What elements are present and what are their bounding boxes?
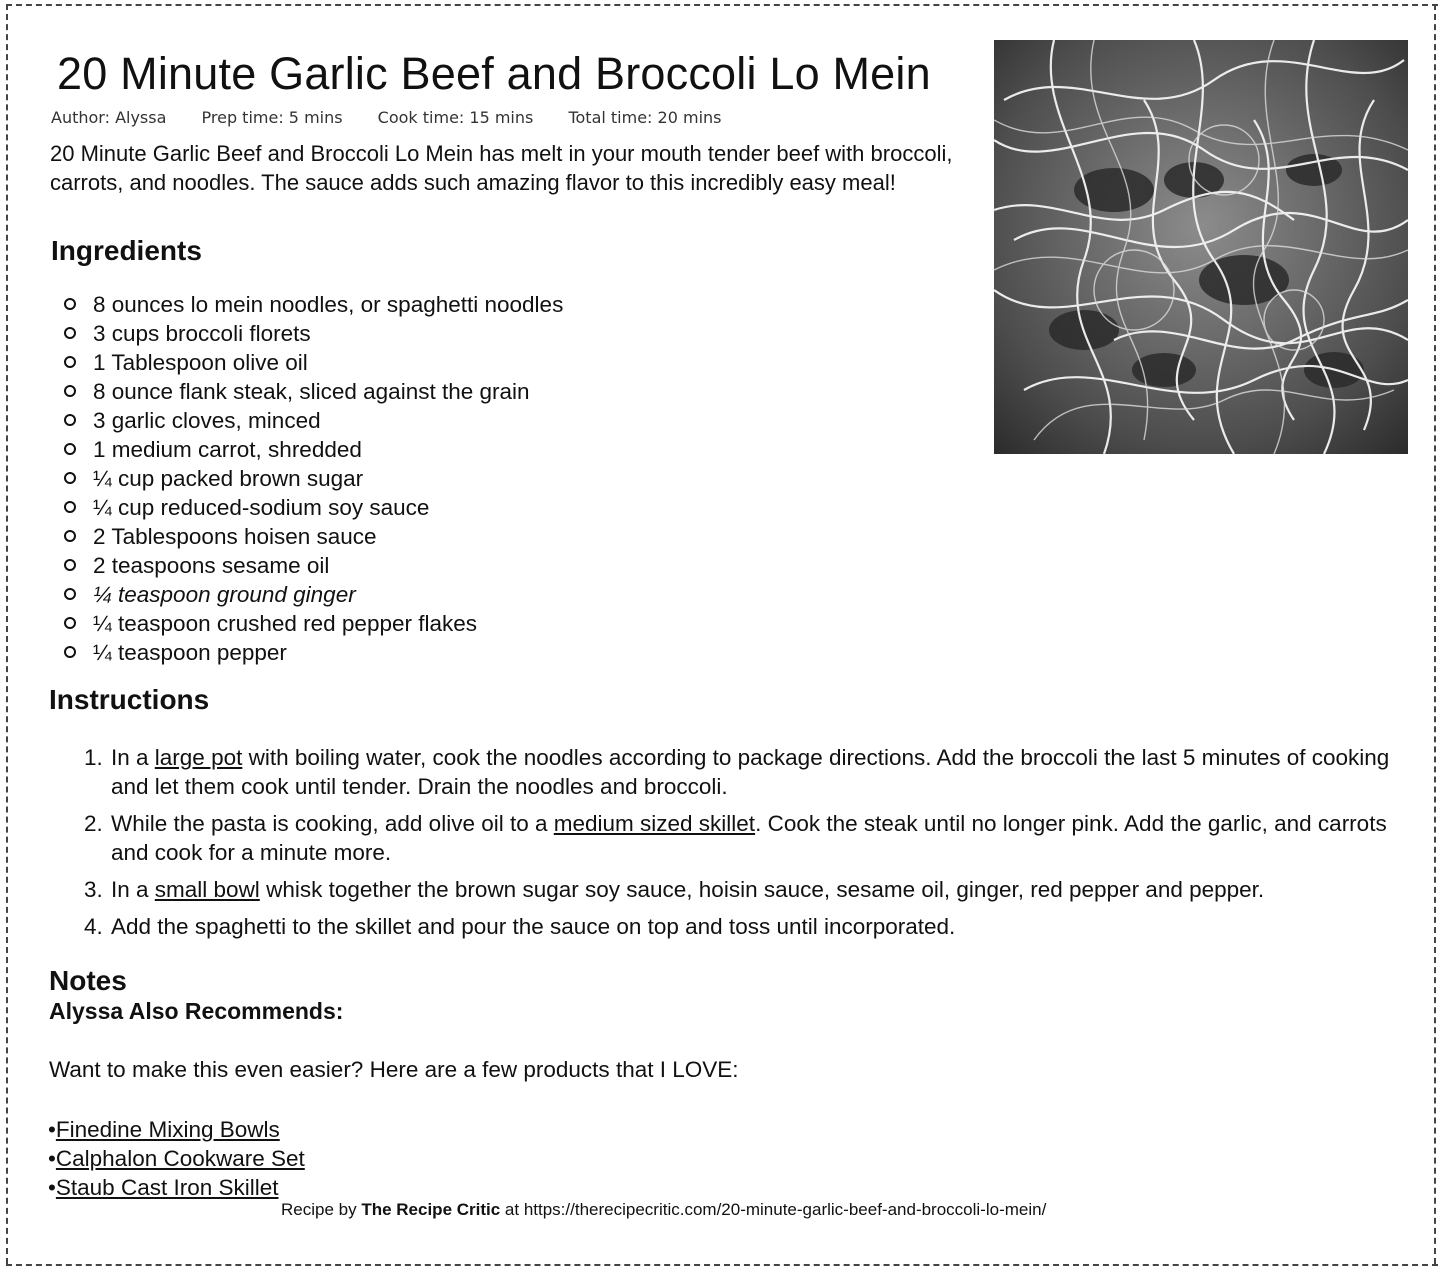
cutout-border-top: [6, 4, 1438, 6]
notes-intro: Want to make this even easier? Here are a few products that I LOVE:: [49, 1057, 739, 1082]
ingredient-item: 8 ounce flank steak, sliced against the grain: [64, 377, 563, 406]
ingredients-heading: Ingredients: [51, 235, 202, 266]
recipe-meta: [51, 108, 751, 127]
instruction-step: 4. Add the spaghetti to the skillet and pour the sauce on top and toss until incorporated.: [84, 914, 956, 939]
bullet-circle-icon: [64, 385, 76, 397]
recipe-source-name: The Recipe Critic: [361, 1200, 501, 1219]
recipe-summary: 20 Minute Garlic Beef and Broccoli Lo Mein has melt in your mouth tender beef with broccoli, carrots, and noodles. The sauce adds such amazing flavor to this incredibly easy meal!: [50, 141, 953, 195]
recommendation-item: [48, 1144, 305, 1173]
ingredient-item: 2 teaspoons sesame oil: [64, 551, 563, 580]
ingredient-item: ¼ teaspoon crushed red pepper flakes: [64, 609, 563, 638]
medium-sized-skillet-link[interactable]: medium sized skillet: [553, 811, 756, 836]
notes-heading: Notes: [49, 965, 127, 996]
bullet-circle-icon: [64, 327, 76, 339]
ingredient-item: 8 ounces lo mein noodles, or spaghetti noodles: [64, 290, 563, 319]
recommendation-item: [48, 1173, 305, 1202]
ingredient-item: 3 cups broccoli florets: [64, 319, 563, 348]
recipe-photo: [994, 40, 1408, 454]
ingredient-item: ¼ teaspoon pepper: [64, 638, 563, 667]
instruction-step: 2. While the pasta is cooking, add olive oil to a medium sized skillet. Cook the steak until no longer pink. Add the garlic, and carrots and cook for a minute more.: [84, 811, 1387, 865]
large-pot-link[interactable]: large pot: [154, 745, 243, 770]
bullet-circle-icon: [64, 443, 76, 455]
step-number: 3.: [84, 877, 103, 902]
bullet-circle-icon: [64, 298, 76, 310]
recommendations-list: [48, 1115, 305, 1202]
bullet-circle-icon: [64, 559, 76, 571]
bullet-circle-icon: [64, 617, 76, 629]
recipe-prep-time: Prep time: 5 mins: [201, 108, 343, 127]
notes-subheading: Alyssa Also Recommends:: [49, 998, 344, 1024]
ingredient-item: 1 Tablespoon olive oil: [64, 348, 563, 377]
recipe-credit-footer: Recipe by The Recipe Critic at https://therecipecritic.com/20-minute-garlic-beef-and-broccoli-lo-mein/: [281, 1200, 1047, 1219]
cutout-border-right: [1434, 4, 1436, 1264]
ingredient-item: ¼ cup reduced-sodium soy sauce: [64, 493, 563, 522]
calphalon-cookware-set-link[interactable]: Calphalon Cookware Set: [55, 1146, 305, 1171]
bullet-dot-icon: •: [48, 1175, 56, 1200]
ingredient-item: 2 Tablespoons hoisen sauce: [64, 522, 563, 551]
recipe-source-url: https://therecipecritic.com/20-minute-garlic-beef-and-broccoli-lo-mein/: [523, 1200, 1047, 1219]
cutout-border-left: [6, 4, 8, 1264]
bullet-circle-icon: [64, 530, 76, 542]
recipe-total-time: Total time: 20 mins: [568, 108, 722, 127]
bullet-circle-icon: [64, 414, 76, 426]
recommendation-item: [48, 1115, 305, 1144]
ingredient-item: ¼ teaspoon ground ginger: [64, 580, 563, 609]
instruction-step: 1. In a large pot with boiling water, cook the noodles according to package directions. Add the broccoli the last 5 minutes of cooking and let them cook until tender. Drain the noodles and broccoli.: [84, 745, 1390, 799]
instruction-step: 3. In a small bowl whisk together the brown sugar soy sauce, hoisin sauce, sesame oil, ginger, red pepper and pepper.: [84, 877, 1265, 902]
step-number: 2.: [84, 811, 103, 836]
cutout-border-bottom: [6, 1264, 1438, 1266]
bullet-circle-icon: [64, 646, 76, 658]
bullet-dot-icon: •: [48, 1146, 56, 1171]
staub-cast-iron-skillet-link[interactable]: Staub Cast Iron Skillet: [55, 1175, 279, 1200]
bullet-circle-icon: [64, 501, 76, 513]
instructions-list: [84, 743, 1404, 949]
bullet-circle-icon: [64, 356, 76, 368]
finedine-mixing-bowls-link[interactable]: Finedine Mixing Bowls: [55, 1117, 280, 1142]
recipe-author: Author: Alyssa: [51, 108, 167, 127]
recipe-cook-time: Cook time: 15 mins: [377, 108, 534, 127]
ingredients-list: [64, 290, 563, 667]
instructions-heading: Instructions: [49, 684, 210, 715]
bullet-circle-icon: [64, 588, 76, 600]
step-number: 1.: [84, 745, 103, 770]
bullet-dot-icon: •: [48, 1117, 56, 1142]
ingredient-item: ¼ cup packed brown sugar: [64, 464, 563, 493]
recipe-title: 20 Minute Garlic Beef and Broccoli Lo Mein: [57, 48, 931, 99]
ingredient-item: 1 medium carrot, shredded: [64, 435, 563, 464]
lo-mein-photo-illustration: [994, 40, 1408, 454]
small-bowl-link[interactable]: small bowl: [154, 877, 260, 902]
ingredient-item: 3 garlic cloves, minced: [64, 406, 563, 435]
bullet-circle-icon: [64, 472, 76, 484]
step-number: 4.: [84, 914, 103, 939]
